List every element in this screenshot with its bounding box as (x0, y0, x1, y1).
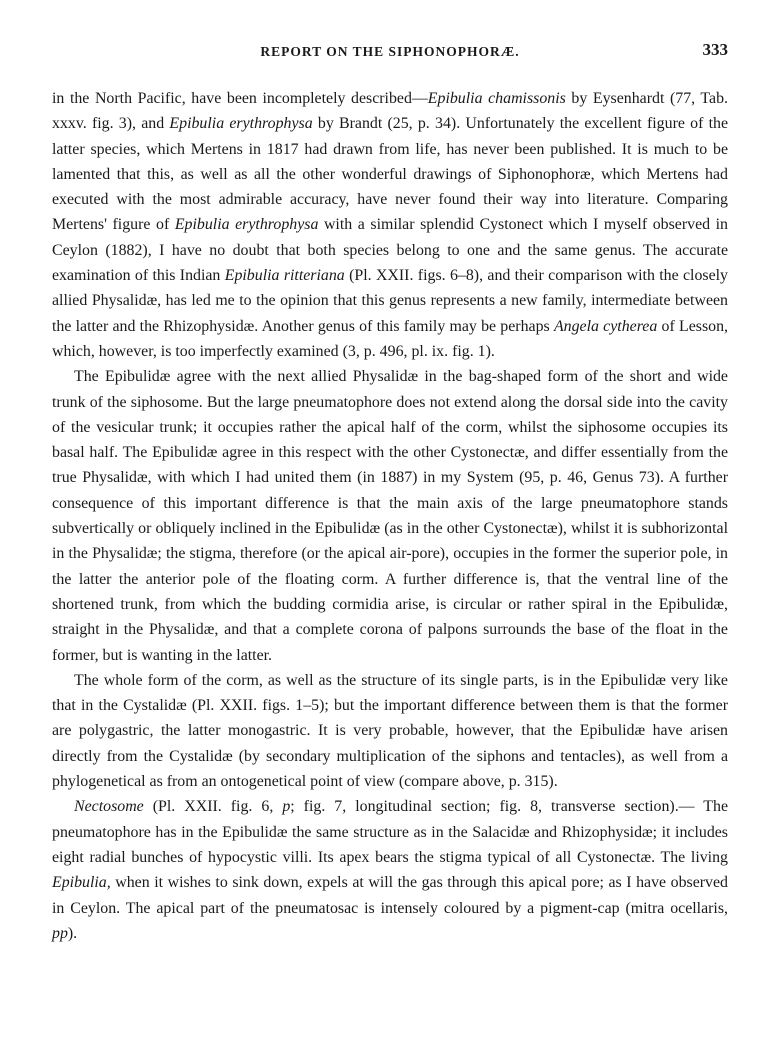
italic-term: Epibulia erythrophysa (169, 115, 313, 133)
italic-term: Epibulia chamissonis (427, 90, 566, 107)
text-run: ). (67, 924, 78, 942)
text-run: ; fig. 7, longitudinal section; fig. 8, transverse section).— The pneumatophore has in the Epibulidæ the same structure as in the Salacidæ and Rhizophysidæ; it includes eight radial bunches of hypocystic villi. Its apex bears the stigma typical of all Cystonectæ. The living (52, 798, 728, 866)
paragraph-2 (52, 364, 728, 668)
italic-term: Nectosome (74, 798, 144, 816)
page-header (52, 40, 728, 70)
italic-term: Angela cytherea (553, 317, 658, 335)
paragraph-3 (52, 668, 728, 794)
text-run: in the North Pacific, have been incompletely described— (52, 90, 428, 107)
text-run: The whole form of the corm, as well as the structure of its single parts, is in the Epibulidæ very like that in the Cystalidæ (Pl. XXII. figs. 1–5); but the important difference between them is that the former are polygastric, the latter monogastric. It is very probable, however, that the Epibulidæ have arisen directly from the Cystalidæ (by secondary multiplication of the siphons and tentacles), as well from a phylogenetical as from an ontogenetical point of view (compare above, p. 315). (52, 671, 728, 791)
italic-term: Epibulia ritteriana (224, 267, 345, 285)
italic-term: Epibulia erythrophysa (174, 216, 319, 234)
italic-term: pp (52, 924, 68, 942)
text-run: by Brandt (25, p. 34). Unfortunately the excellent figure of the latter species, which Mertens in 1817 had drawn from life, has never been published. It is much to be lamented that this, as well as all the other wonderful drawings of Siphonophoræ, which Mertens had executed with the most admirable accuracy, have never found their way into literature. Comparing Mertens' figure of (52, 115, 729, 234)
paragraph-1 (52, 86, 728, 364)
italic-term: Epibulia, (52, 874, 111, 892)
running-head: REPORT ON THE SIPHONOPHORÆ. (260, 44, 520, 59)
text-run: when it wishes to sink down, expels at will the gas through this apical pore; as I have observed in Ceylon. The apical part of the pneumatosac is intensely coloured by a pigment-cap (mitra ocellaris, (52, 874, 728, 917)
italic-term: p (282, 798, 291, 816)
text-run: with a similar splendid Cystonect which I myself observed in Ceylon (1882), I have no doubt that both species belong to one and the same genus. The accurate examination of this Indian (52, 216, 728, 285)
paragraph-4 (52, 794, 728, 946)
page-number: 333 (702, 40, 728, 59)
body-text (52, 86, 728, 946)
text-run: (Pl. XXII. fig. 6, (143, 798, 283, 816)
text-run: of Lesson, which, however, is too imperfectly examined (3, p. 496, pl. ix. fig. 1). (52, 317, 728, 360)
text-run: The Epibulidæ agree with the next allied Physalidæ in the bag-shaped form of the short and wide trunk of the siphosome. But the large pneumatophore does not extend along the dorsal side into the cavity of the vesicular trunk; it occupies rather the apical half of the corm, whilst the siphosome occupies its basal half. The Epibulidæ agree in this respect with the other Cystonectæ, and differ essentially from the true Physalidæ, with which I had united them (in 1887) in my System (95, p. 46, Genus 73). A further consequence of this important difference is that the main axis of the large pneumatophore stands subvertically or obliquely inclined in the Epibulidæ (as in the other Cystonectæ), whilst it is subhorizontal in the Physalidæ; the stigma, therefore (or the apical air-pore), occupies in the former the superior pole, in the latter the anterior pole of the floating corm. A further difference is, that the ventral line of the shortened trunk, from which the budding cormidia arise, is circular or rather spiral in the Epibulidæ, straight in the Physalidæ, and that a complete corona of palpons surrounds the base of the float in the former, but is wanting in the latter. (52, 368, 728, 664)
text-run: (Pl. XXII. figs. 6–8), and their comparison with the closely allied Physalidæ, has led me to the opinion that this genus represents a new family, intermediate between the latter and the Rhizophysidæ. Another genus of this family may be perhaps (52, 267, 728, 335)
text-run: by Eysenhardt (77, Tab. xxxv. fig. 3), and (52, 90, 728, 133)
document-page (52, 40, 728, 946)
